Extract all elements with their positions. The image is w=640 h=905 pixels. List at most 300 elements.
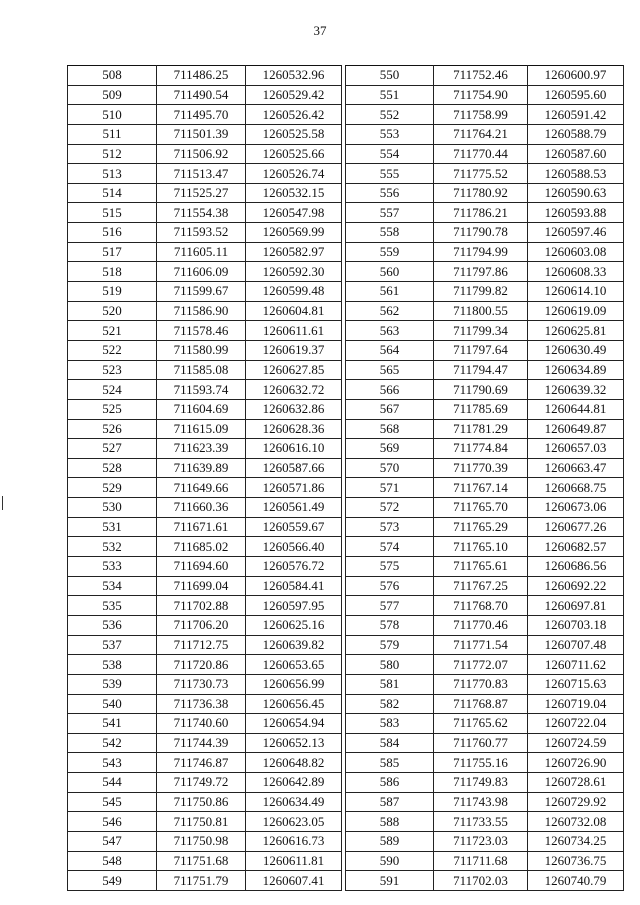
y-coordinate-cell: 1260649.87: [528, 419, 624, 439]
table-row: [68, 439, 342, 459]
y-coordinate-cell: 1260632.86: [246, 399, 342, 419]
x-coordinate-cell: 711740.60: [157, 714, 246, 734]
table-row: [346, 498, 624, 518]
y-coordinate-cell: 1260614.10: [528, 282, 624, 302]
y-coordinate-cell: 1260566.40: [246, 537, 342, 557]
y-coordinate-cell: 1260697.81: [528, 596, 624, 616]
point-number-cell: 573: [346, 517, 434, 537]
x-coordinate-cell: 711743.98: [434, 792, 528, 812]
x-coordinate-cell: 711694.60: [157, 557, 246, 577]
point-number-cell: 566: [346, 380, 434, 400]
table-row: [68, 537, 342, 557]
x-coordinate-cell: 711775.52: [434, 164, 528, 184]
point-number-cell: 554: [346, 144, 434, 164]
y-coordinate-cell: 1260604.81: [246, 301, 342, 321]
y-coordinate-cell: 1260600.97: [528, 66, 624, 86]
point-number-cell: 544: [68, 773, 157, 793]
x-coordinate-cell: 711800.55: [434, 301, 528, 321]
table-row: [68, 301, 342, 321]
x-coordinate-cell: 711794.99: [434, 242, 528, 262]
x-coordinate-cell: 711764.21: [434, 124, 528, 144]
point-number-cell: 585: [346, 753, 434, 773]
table-row: [346, 164, 624, 184]
y-coordinate-cell: 1260587.66: [246, 458, 342, 478]
table-row: [346, 144, 624, 164]
point-number-cell: 534: [68, 576, 157, 596]
table-row: [346, 282, 624, 302]
table-row: [68, 458, 342, 478]
x-coordinate-cell: 711525.27: [157, 183, 246, 203]
y-coordinate-cell: 1260726.90: [528, 753, 624, 773]
point-number-cell: 521: [68, 321, 157, 341]
point-number-cell: 583: [346, 714, 434, 734]
y-coordinate-cell: 1260532.15: [246, 183, 342, 203]
x-coordinate-cell: 711736.38: [157, 694, 246, 714]
y-coordinate-cell: 1260623.05: [246, 812, 342, 832]
y-coordinate-cell: 1260584.41: [246, 576, 342, 596]
point-number-cell: 532: [68, 537, 157, 557]
y-coordinate-cell: 1260592.30: [246, 262, 342, 282]
table-row: [68, 360, 342, 380]
table-row: [346, 871, 624, 891]
y-coordinate-cell: 1260588.53: [528, 164, 624, 184]
coordinates-table-left: [67, 65, 342, 891]
y-coordinate-cell: 1260724.59: [528, 733, 624, 753]
y-coordinate-cell: 1260616.73: [246, 831, 342, 851]
x-coordinate-cell: 711771.54: [434, 635, 528, 655]
table-row: [346, 655, 624, 675]
y-coordinate-cell: 1260595.60: [528, 85, 624, 105]
table-row: [68, 557, 342, 577]
point-number-cell: 551: [346, 85, 434, 105]
point-number-cell: 579: [346, 635, 434, 655]
y-coordinate-cell: 1260597.95: [246, 596, 342, 616]
x-coordinate-cell: 711605.11: [157, 242, 246, 262]
table-row: [68, 66, 342, 86]
table-row: [346, 537, 624, 557]
point-number-cell: 558: [346, 223, 434, 243]
y-coordinate-cell: 1260628.36: [246, 419, 342, 439]
x-coordinate-cell: 711685.02: [157, 537, 246, 557]
y-coordinate-cell: 1260692.22: [528, 576, 624, 596]
y-coordinate-cell: 1260686.56: [528, 557, 624, 577]
point-number-cell: 553: [346, 124, 434, 144]
point-number-cell: 514: [68, 183, 157, 203]
x-coordinate-cell: 711750.86: [157, 792, 246, 812]
y-coordinate-cell: 1260582.97: [246, 242, 342, 262]
x-coordinate-cell: 711770.44: [434, 144, 528, 164]
table-row: [68, 105, 342, 125]
x-coordinate-cell: 711774.84: [434, 439, 528, 459]
point-number-cell: 524: [68, 380, 157, 400]
table-row: [346, 714, 624, 734]
x-coordinate-cell: 711501.39: [157, 124, 246, 144]
table-row: [68, 773, 342, 793]
x-coordinate-cell: 711767.14: [434, 478, 528, 498]
y-coordinate-cell: 1260571.86: [246, 478, 342, 498]
point-number-cell: 584: [346, 733, 434, 753]
point-number-cell: 511: [68, 124, 157, 144]
table-row: [346, 66, 624, 86]
x-coordinate-cell: 711767.25: [434, 576, 528, 596]
table-row: [68, 223, 342, 243]
x-coordinate-cell: 711768.87: [434, 694, 528, 714]
table-row: [68, 419, 342, 439]
point-number-cell: 538: [68, 655, 157, 675]
point-number-cell: 575: [346, 557, 434, 577]
x-coordinate-cell: 711751.68: [157, 851, 246, 871]
table-row: [68, 282, 342, 302]
point-number-cell: 565: [346, 360, 434, 380]
point-number-cell: 563: [346, 321, 434, 341]
table-row: [68, 655, 342, 675]
table-row: [68, 792, 342, 812]
y-coordinate-cell: 1260707.48: [528, 635, 624, 655]
y-coordinate-cell: 1260625.81: [528, 321, 624, 341]
x-coordinate-cell: 711706.20: [157, 615, 246, 635]
x-coordinate-cell: 711790.69: [434, 380, 528, 400]
y-coordinate-cell: 1260608.33: [528, 262, 624, 282]
table-row: [346, 733, 624, 753]
y-coordinate-cell: 1260715.63: [528, 674, 624, 694]
point-number-cell: 509: [68, 85, 157, 105]
x-coordinate-cell: 711797.64: [434, 340, 528, 360]
point-number-cell: 512: [68, 144, 157, 164]
point-number-cell: 541: [68, 714, 157, 734]
y-coordinate-cell: 1260719.04: [528, 694, 624, 714]
y-coordinate-cell: 1260736.75: [528, 851, 624, 871]
point-number-cell: 559: [346, 242, 434, 262]
y-coordinate-cell: 1260588.79: [528, 124, 624, 144]
x-coordinate-cell: 711554.38: [157, 203, 246, 223]
x-coordinate-cell: 711702.88: [157, 596, 246, 616]
x-coordinate-cell: 711768.70: [434, 596, 528, 616]
table-row: [68, 262, 342, 282]
table-row: [346, 360, 624, 380]
y-coordinate-cell: 1260634.89: [528, 360, 624, 380]
x-coordinate-cell: 711746.87: [157, 753, 246, 773]
table-row: [68, 203, 342, 223]
y-coordinate-cell: 1260529.42: [246, 85, 342, 105]
y-coordinate-cell: 1260630.49: [528, 340, 624, 360]
point-number-cell: 574: [346, 537, 434, 557]
y-coordinate-cell: 1260634.49: [246, 792, 342, 812]
x-coordinate-cell: 711799.34: [434, 321, 528, 341]
x-coordinate-cell: 711660.36: [157, 498, 246, 518]
table-row: [346, 439, 624, 459]
y-coordinate-cell: 1260526.42: [246, 105, 342, 125]
table-row: [346, 792, 624, 812]
table-row: [346, 340, 624, 360]
x-coordinate-cell: 711604.69: [157, 399, 246, 419]
table-row: [346, 478, 624, 498]
y-coordinate-cell: 1260639.32: [528, 380, 624, 400]
table-row: [68, 635, 342, 655]
y-coordinate-cell: 1260587.60: [528, 144, 624, 164]
y-coordinate-cell: 1260652.13: [246, 733, 342, 753]
x-coordinate-cell: 711513.47: [157, 164, 246, 184]
table-row: [346, 753, 624, 773]
table-row: [68, 242, 342, 262]
table-row: [68, 144, 342, 164]
x-coordinate-cell: 711720.86: [157, 655, 246, 675]
table-row: [346, 557, 624, 577]
y-coordinate-cell: 1260728.61: [528, 773, 624, 793]
y-coordinate-cell: 1260677.26: [528, 517, 624, 537]
x-coordinate-cell: 711506.92: [157, 144, 246, 164]
point-number-cell: 529: [68, 478, 157, 498]
table-row: [346, 419, 624, 439]
table-row: [346, 301, 624, 321]
point-number-cell: 515: [68, 203, 157, 223]
point-number-cell: 561: [346, 282, 434, 302]
table-row: [346, 596, 624, 616]
table-row: [68, 340, 342, 360]
table-row: [68, 812, 342, 832]
point-number-cell: 582: [346, 694, 434, 714]
x-coordinate-cell: 711752.46: [434, 66, 528, 86]
point-number-cell: 537: [68, 635, 157, 655]
y-coordinate-cell: 1260619.09: [528, 301, 624, 321]
table-row: [68, 733, 342, 753]
y-coordinate-cell: 1260722.04: [528, 714, 624, 734]
point-number-cell: 547: [68, 831, 157, 851]
point-number-cell: 519: [68, 282, 157, 302]
x-coordinate-cell: 711606.09: [157, 262, 246, 282]
table-row: [346, 615, 624, 635]
y-coordinate-cell: 1260559.67: [246, 517, 342, 537]
point-number-cell: 549: [68, 871, 157, 891]
table-row: [346, 321, 624, 341]
x-coordinate-cell: 711799.82: [434, 282, 528, 302]
x-coordinate-cell: 711765.70: [434, 498, 528, 518]
table-row: [346, 85, 624, 105]
y-coordinate-cell: 1260734.25: [528, 831, 624, 851]
point-number-cell: 525: [68, 399, 157, 419]
table-row: [346, 812, 624, 832]
table-row: [68, 478, 342, 498]
table-row: [68, 714, 342, 734]
table-row: [68, 399, 342, 419]
table-row: [68, 596, 342, 616]
x-coordinate-cell: 711639.89: [157, 458, 246, 478]
y-coordinate-cell: 1260656.45: [246, 694, 342, 714]
point-number-cell: 543: [68, 753, 157, 773]
y-coordinate-cell: 1260729.92: [528, 792, 624, 812]
table-row: [68, 851, 342, 871]
y-coordinate-cell: 1260656.99: [246, 674, 342, 694]
y-coordinate-cell: 1260619.37: [246, 340, 342, 360]
y-coordinate-cell: 1260611.61: [246, 321, 342, 341]
y-coordinate-cell: 1260654.94: [246, 714, 342, 734]
scan-edge-mark: [2, 496, 3, 510]
y-coordinate-cell: 1260632.72: [246, 380, 342, 400]
x-coordinate-cell: 711785.69: [434, 399, 528, 419]
table-row: [346, 105, 624, 125]
x-coordinate-cell: 711765.61: [434, 557, 528, 577]
point-number-cell: 555: [346, 164, 434, 184]
point-number-cell: 530: [68, 498, 157, 518]
y-coordinate-cell: 1260644.81: [528, 399, 624, 419]
y-coordinate-cell: 1260599.48: [246, 282, 342, 302]
point-number-cell: 560: [346, 262, 434, 282]
y-coordinate-cell: 1260576.72: [246, 557, 342, 577]
table-row: [346, 773, 624, 793]
y-coordinate-cell: 1260732.08: [528, 812, 624, 832]
table-row: [68, 85, 342, 105]
x-coordinate-cell: 711765.10: [434, 537, 528, 557]
point-number-cell: 536: [68, 615, 157, 635]
y-coordinate-cell: 1260711.62: [528, 655, 624, 675]
point-number-cell: 548: [68, 851, 157, 871]
x-coordinate-cell: 711790.78: [434, 223, 528, 243]
point-number-cell: 578: [346, 615, 434, 635]
x-coordinate-cell: 711486.25: [157, 66, 246, 86]
point-number-cell: 522: [68, 340, 157, 360]
y-coordinate-cell: 1260611.81: [246, 851, 342, 871]
table-row: [346, 183, 624, 203]
table-row: [68, 517, 342, 537]
x-coordinate-cell: 711786.21: [434, 203, 528, 223]
x-coordinate-cell: 711751.79: [157, 871, 246, 891]
point-number-cell: 531: [68, 517, 157, 537]
x-coordinate-cell: 711495.70: [157, 105, 246, 125]
y-coordinate-cell: 1260525.58: [246, 124, 342, 144]
x-coordinate-cell: 711578.46: [157, 321, 246, 341]
x-coordinate-cell: 711780.92: [434, 183, 528, 203]
point-number-cell: 587: [346, 792, 434, 812]
point-number-cell: 517: [68, 242, 157, 262]
table-row: [68, 183, 342, 203]
x-coordinate-cell: 711765.29: [434, 517, 528, 537]
point-number-cell: 572: [346, 498, 434, 518]
x-coordinate-cell: 711744.39: [157, 733, 246, 753]
x-coordinate-cell: 711750.81: [157, 812, 246, 832]
point-number-cell: 526: [68, 419, 157, 439]
point-number-cell: 591: [346, 871, 434, 891]
table-row: [346, 223, 624, 243]
x-coordinate-cell: 711749.72: [157, 773, 246, 793]
point-number-cell: 546: [68, 812, 157, 832]
table-row: [346, 399, 624, 419]
y-coordinate-cell: 1260653.65: [246, 655, 342, 675]
x-coordinate-cell: 711490.54: [157, 85, 246, 105]
point-number-cell: 542: [68, 733, 157, 753]
x-coordinate-cell: 711770.46: [434, 615, 528, 635]
point-number-cell: 570: [346, 458, 434, 478]
x-coordinate-cell: 711702.03: [434, 871, 528, 891]
y-coordinate-cell: 1260673.06: [528, 498, 624, 518]
point-number-cell: 510: [68, 105, 157, 125]
y-coordinate-cell: 1260657.03: [528, 439, 624, 459]
point-number-cell: 527: [68, 439, 157, 459]
y-coordinate-cell: 1260526.74: [246, 164, 342, 184]
table-row: [68, 674, 342, 694]
point-number-cell: 513: [68, 164, 157, 184]
table-row: [68, 576, 342, 596]
table-row: [346, 242, 624, 262]
x-coordinate-cell: 711580.99: [157, 340, 246, 360]
x-coordinate-cell: 711797.86: [434, 262, 528, 282]
point-number-cell: 516: [68, 223, 157, 243]
x-coordinate-cell: 711755.16: [434, 753, 528, 773]
table-row: [346, 831, 624, 851]
y-coordinate-cell: 1260682.57: [528, 537, 624, 557]
x-coordinate-cell: 711770.83: [434, 674, 528, 694]
x-coordinate-cell: 711772.07: [434, 655, 528, 675]
x-coordinate-cell: 711765.62: [434, 714, 528, 734]
y-coordinate-cell: 1260603.08: [528, 242, 624, 262]
y-coordinate-cell: 1260591.42: [528, 105, 624, 125]
table-row: [346, 517, 624, 537]
point-number-cell: 569: [346, 439, 434, 459]
point-number-cell: 567: [346, 399, 434, 419]
table-row: [68, 380, 342, 400]
point-number-cell: 590: [346, 851, 434, 871]
table-row: [346, 262, 624, 282]
y-coordinate-cell: 1260525.66: [246, 144, 342, 164]
table-row: [346, 124, 624, 144]
x-coordinate-cell: 711586.90: [157, 301, 246, 321]
table-row: [346, 694, 624, 714]
x-coordinate-cell: 711599.67: [157, 282, 246, 302]
point-number-cell: 557: [346, 203, 434, 223]
point-number-cell: 589: [346, 831, 434, 851]
point-number-cell: 571: [346, 478, 434, 498]
point-number-cell: 562: [346, 301, 434, 321]
y-coordinate-cell: 1260547.98: [246, 203, 342, 223]
table-row: [68, 124, 342, 144]
x-coordinate-cell: 711615.09: [157, 419, 246, 439]
point-number-cell: 568: [346, 419, 434, 439]
point-number-cell: 550: [346, 66, 434, 86]
y-coordinate-cell: 1260703.18: [528, 615, 624, 635]
table-row: [68, 694, 342, 714]
table-row: [68, 871, 342, 891]
point-number-cell: 523: [68, 360, 157, 380]
y-coordinate-cell: 1260532.96: [246, 66, 342, 86]
point-number-cell: 535: [68, 596, 157, 616]
table-row: [68, 753, 342, 773]
table-row: [68, 164, 342, 184]
point-number-cell: 577: [346, 596, 434, 616]
point-number-cell: 588: [346, 812, 434, 832]
x-coordinate-cell: 711760.77: [434, 733, 528, 753]
x-coordinate-cell: 711593.74: [157, 380, 246, 400]
x-coordinate-cell: 711758.99: [434, 105, 528, 125]
y-coordinate-cell: 1260590.63: [528, 183, 624, 203]
point-number-cell: 533: [68, 557, 157, 577]
table-row: [68, 321, 342, 341]
table-row: [346, 674, 624, 694]
point-number-cell: 539: [68, 674, 157, 694]
x-coordinate-cell: 711754.90: [434, 85, 528, 105]
point-number-cell: 528: [68, 458, 157, 478]
y-coordinate-cell: 1260597.46: [528, 223, 624, 243]
x-coordinate-cell: 711649.66: [157, 478, 246, 498]
x-coordinate-cell: 711623.39: [157, 439, 246, 459]
table-row: [346, 851, 624, 871]
point-number-cell: 508: [68, 66, 157, 86]
y-coordinate-cell: 1260648.82: [246, 753, 342, 773]
point-number-cell: 520: [68, 301, 157, 321]
table-row: [346, 203, 624, 223]
y-coordinate-cell: 1260625.16: [246, 615, 342, 635]
y-coordinate-cell: 1260593.88: [528, 203, 624, 223]
y-coordinate-cell: 1260639.82: [246, 635, 342, 655]
point-number-cell: 540: [68, 694, 157, 714]
point-number-cell: 552: [346, 105, 434, 125]
